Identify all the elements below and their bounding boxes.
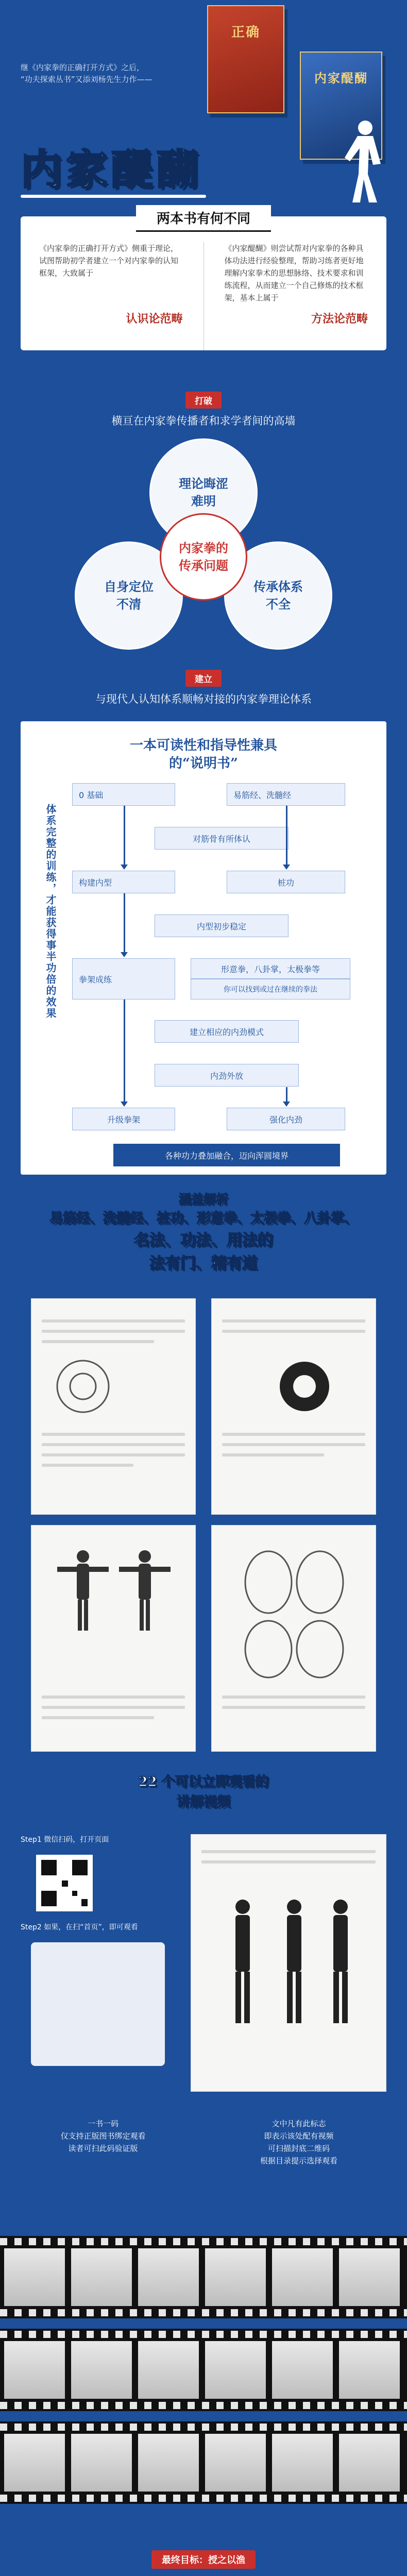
flow-arrow [286, 1087, 287, 1103]
film-frame [138, 2434, 199, 2492]
text-line [222, 1453, 324, 1456]
qigong-posture-photos [212, 1896, 366, 2030]
text-line [42, 1453, 185, 1456]
sample-page-4 [211, 1525, 376, 1752]
build-badge: 建立 [185, 670, 222, 687]
flow-arrow [286, 806, 287, 866]
build-section [0, 670, 407, 706]
qr-note-left: 一书一码 仅支持正版图书绑定观看 读者可扫此码验证版 [60, 2119, 146, 2153]
intro-text [21, 62, 185, 86]
sample-page-5 [191, 1834, 386, 2092]
text-line [222, 1696, 365, 1699]
text-line [222, 1319, 365, 1323]
video-title-line-2: 讲解视频 [176, 1794, 230, 1810]
film-frame [71, 2248, 132, 2306]
flow-step-zero: 0 基础 [72, 783, 175, 806]
flow-step-neigong: 构建内型 [72, 871, 175, 893]
circle-center [160, 513, 247, 601]
flow-step-release: 内劲外放 [155, 1064, 299, 1087]
flow-panel [21, 721, 386, 1175]
difference-right-text: 《内家醍醐》则尝试帮对内家拳的各种具体功法进行经验整理，帮助习练者更好地理解内家拳术的思想脉络、技术要求和训练流程，从而建立一个自己修炼的技术框架，基本上属于 [224, 244, 364, 302]
text-line [42, 1716, 154, 1719]
film-strip-1 [0, 2236, 407, 2318]
film-holes [0, 2309, 407, 2316]
film-frame [71, 2434, 132, 2492]
difference-box [21, 211, 386, 350]
qr-code-icon [36, 1855, 93, 1911]
film-frame [205, 2248, 266, 2306]
video-section [0, 1772, 407, 1812]
flow-step-final: 各种功力叠加融合，迈向浑圆境界 [113, 1144, 340, 1166]
circle-center-label: 内家拳的传承问题 [179, 540, 228, 573]
flow-step-strength: 强化内劲 [227, 1108, 345, 1130]
flow-step-stable: 内型初步稳定 [155, 914, 289, 937]
film-holes [0, 2424, 407, 2431]
flow-step-body: 对筋骨有所体认 [155, 827, 289, 850]
film-frame [272, 2248, 333, 2306]
coverage-title [0, 1190, 407, 1275]
text-line [42, 1319, 185, 1323]
build-subtitle: 与现代人认知体系顺畅对接的内家拳理论体系 [95, 693, 312, 705]
coverage-title-line-2: 易筋经、洗髓经、桩功、形意拳、太极拳、八卦掌、 [49, 1211, 358, 1226]
book-cover-title: 正确 [231, 25, 260, 40]
qr-note-right: 文中凡有此标志 即表示该处配有视频 可扫描封底二维码 根据目录提示选择观看 [260, 2119, 337, 2165]
goal-subtitle [0, 2574, 407, 2576]
flow-step-form: 拳架成练 [72, 958, 175, 999]
break-section [0, 392, 407, 655]
coverage-title-line-1: 涵盖解析 [179, 1192, 228, 1207]
difference-tag: 两本书有何不同 [136, 205, 271, 232]
film-frame [4, 2434, 65, 2492]
sample-page-1 [31, 1298, 196, 1515]
film-frame [339, 2341, 400, 2399]
step2-label: Step2 如果，在扫“首页”，即可观看 [21, 1923, 138, 1931]
flow-step-inner-power: 建立相应的内劲模式 [155, 1020, 299, 1043]
video-title-line-1: 22 个可以立即观看的 [138, 1774, 269, 1790]
coverage-title-line-3: 名法、功法、用法的 [134, 1231, 273, 1249]
circle-theory-label: 理论晦涩难明 [179, 476, 228, 509]
difference-right-label: 方法论范畴 [311, 312, 368, 326]
film-holes [0, 2238, 407, 2245]
text-line [201, 1860, 376, 1863]
flow-step-styles: 形意拳，八卦掌，太极拳等 [191, 958, 350, 979]
film-frame [339, 2434, 400, 2492]
title-underline [21, 195, 206, 198]
flow-arrow [124, 806, 125, 866]
text-line [222, 1443, 365, 1446]
text-line [42, 1340, 154, 1343]
flow-arrow [124, 999, 125, 1103]
text-line [222, 1433, 365, 1436]
text-line [222, 1330, 365, 1333]
intro-line-2: “功夫探索丛书”又添刘杨先生力作—— [21, 75, 152, 84]
film-frame [4, 2341, 65, 2399]
flow-step-zhuang: 桩功 [227, 871, 345, 893]
film-frame [272, 2434, 333, 2492]
step1-label: Step1 微信扫码，打开页面 [21, 1836, 109, 1844]
book-covers [197, 5, 393, 160]
film-frame [339, 2248, 400, 2306]
film-frame [272, 2341, 333, 2399]
film-frame [71, 2341, 132, 2399]
film-holes [0, 2495, 407, 2502]
dantian-illustrations [232, 1546, 356, 1680]
text-line [42, 1433, 185, 1436]
martial-artist-figure [332, 117, 399, 205]
book-cover-neijia [300, 52, 382, 160]
sample-page-2 [211, 1298, 376, 1515]
goal-section [0, 2550, 407, 2576]
header [0, 0, 407, 326]
sample-page-3 [31, 1525, 196, 1752]
text-line [42, 1464, 133, 1467]
flow-step-stretch: 易筋经、洗髓经 [227, 783, 345, 806]
book-cover-previous [207, 5, 284, 113]
text-line [42, 1706, 185, 1709]
film-frame [205, 2434, 266, 2492]
posture-photos [52, 1546, 176, 1680]
film-strip-3 [0, 2421, 407, 2504]
phone-screenshot [31, 1942, 165, 2066]
coverage-title-line-4: 法有门、精有道 [149, 1255, 258, 1273]
qr-steps [21, 1834, 175, 2102]
text-line [42, 1696, 185, 1699]
difference-left-text: 《内家拳的正确打开方式》侧重于理论，试图帮助初学者建立一个对内家拳的认知框架，大致属于 [39, 244, 179, 278]
film-frame [4, 2248, 65, 2306]
difference-left [39, 242, 183, 350]
venn-diagram [49, 438, 358, 655]
flow-step-styles-note: 你可以找到或过在继续的拳法 [191, 979, 350, 999]
diagram-illustration [52, 1355, 114, 1417]
text-line [201, 1850, 376, 1853]
text-line [42, 1330, 185, 1333]
break-badge: 打破 [185, 392, 222, 409]
circle-position-label: 自身定位不清 [104, 579, 154, 612]
text-line [42, 1443, 185, 1446]
flow-arrow [124, 893, 125, 953]
main-title: 内家醍醐 [21, 145, 202, 194]
flow-title-line-1: 一本可读性和指导性兼具 [129, 738, 277, 753]
difference-right [225, 242, 368, 350]
intro-line-1: 继《内家拳的正确打开方式》之后， [21, 63, 145, 72]
film-strip-2 [0, 2329, 407, 2411]
difference-left-label: 认识论范畴 [126, 312, 183, 326]
goal-badge: 最终目标：授之以渔 [151, 2550, 256, 2569]
film-holes [0, 2402, 407, 2409]
flow-title-line-2: 的“说明书” [169, 756, 238, 772]
film-holes [0, 2331, 407, 2338]
flow-step-upgrade: 升级拳架 [72, 1108, 175, 1130]
film-frame [138, 2341, 199, 2399]
film-frame [138, 2248, 199, 2306]
break-subtitle: 横亘在内家拳传播者和求学者间的高墙 [111, 415, 296, 427]
book-cover-title: 内家醍醐 [314, 71, 368, 86]
flow-title [21, 721, 386, 773]
flow-side-label: 体系完整的训练，才能获得事半功倍的效果 [44, 804, 57, 1020]
text-line [222, 1706, 365, 1709]
video-title [0, 1772, 407, 1812]
film-frame [205, 2341, 266, 2399]
circle-lineage-label: 传承体系不全 [253, 579, 303, 612]
training-flowchart [44, 783, 371, 1161]
coverage-section [0, 1190, 407, 1275]
ring-illustration [274, 1355, 335, 1417]
